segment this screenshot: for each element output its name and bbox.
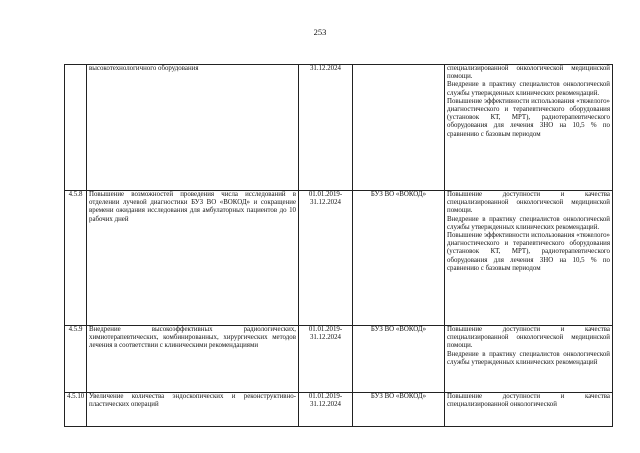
executor-cell: БУЗ ВО «ВОКОД»	[353, 326, 445, 393]
table-row	[65, 393, 613, 427]
activity-cell: Внедрение высокоэффективных радиологических, химиотерапевтических, комбинированных, хирургических методов лечения в соответствии с клиническими рекомендациями	[87, 326, 299, 393]
measures-table	[64, 64, 613, 427]
result-paragraph: Повышение эффективности использования «тяжелого» диагностического и терапевтического оборудования (установок КТ, МРТ), радиотерапевтического оборудования для лечения ЗНО на 10,5 % по сравнению с базовым периодом	[447, 97, 610, 138]
table-row	[65, 326, 613, 393]
activity-cell: Повышение возможностей проведения числа исследований в отделении лучевой диагностики БУЗ ВО «ВОКОД» и сокращение времени ожидания исследования для амбулаторных пациентов до 10 рабочих дней	[87, 191, 299, 326]
result-paragraph: Повышение доступности и качества специализированной онкологической медицинской помощи.	[447, 191, 610, 215]
period-cell: 01.01.2019-31.12.2024	[299, 393, 353, 427]
activity-cell: высокотехнологичного оборудования	[87, 65, 299, 191]
executor-cell	[353, 65, 445, 191]
row-number: 4.5.8	[65, 191, 87, 326]
result-paragraph: Внедрение в практику специалистов онкологической службы утвержденных клинических рекомендаций	[447, 350, 610, 366]
period-cell: 01.01.2019-31.12.2024	[299, 191, 353, 326]
results-cell	[445, 191, 613, 326]
result-paragraph: Внедрение в практику специалистов онкологической службы утвержденных клинических рекомендаций.	[447, 81, 610, 97]
page-number: 253	[313, 27, 327, 37]
results-cell	[445, 326, 613, 393]
results-cell	[445, 65, 613, 191]
result-paragraph: специализированной онкологической медицинской помощи.	[447, 65, 610, 81]
executor-cell: БУЗ ВО «ВОКОД»	[353, 393, 445, 427]
period-cell: 01.01.2019-31.12.2024	[299, 326, 353, 393]
period-cell: 31.12.2024	[299, 65, 353, 191]
results-cell	[445, 393, 613, 427]
activity-cell: Увеличение количества эндоскопических и реконструктивно-пластических операций	[87, 393, 299, 427]
row-number: 4.5.9	[65, 326, 87, 393]
executor-cell: БУЗ ВО «ВОКОД»	[353, 191, 445, 326]
result-paragraph: Повышение доступности и качества специализированной онкологической	[447, 393, 610, 409]
table-row	[65, 191, 613, 326]
row-number: 4.5.10	[65, 393, 87, 427]
result-paragraph: Повышение эффективности использования «тяжелого» диагностического и терапевтического оборудования (установок КТ, МРТ), радиотерапевтического оборудования для лечения ЗНО на 10,5 % по сравнению с базовым периодом	[447, 232, 610, 272]
row-number	[65, 65, 87, 191]
result-paragraph: Повышение доступности и качества специализированной онкологической медицинской помощи.	[447, 326, 610, 350]
table-row	[65, 65, 613, 191]
result-paragraph: Внедрение в практику специалистов онкологической службы утвержденных клинических рекомендаций.	[447, 215, 610, 231]
